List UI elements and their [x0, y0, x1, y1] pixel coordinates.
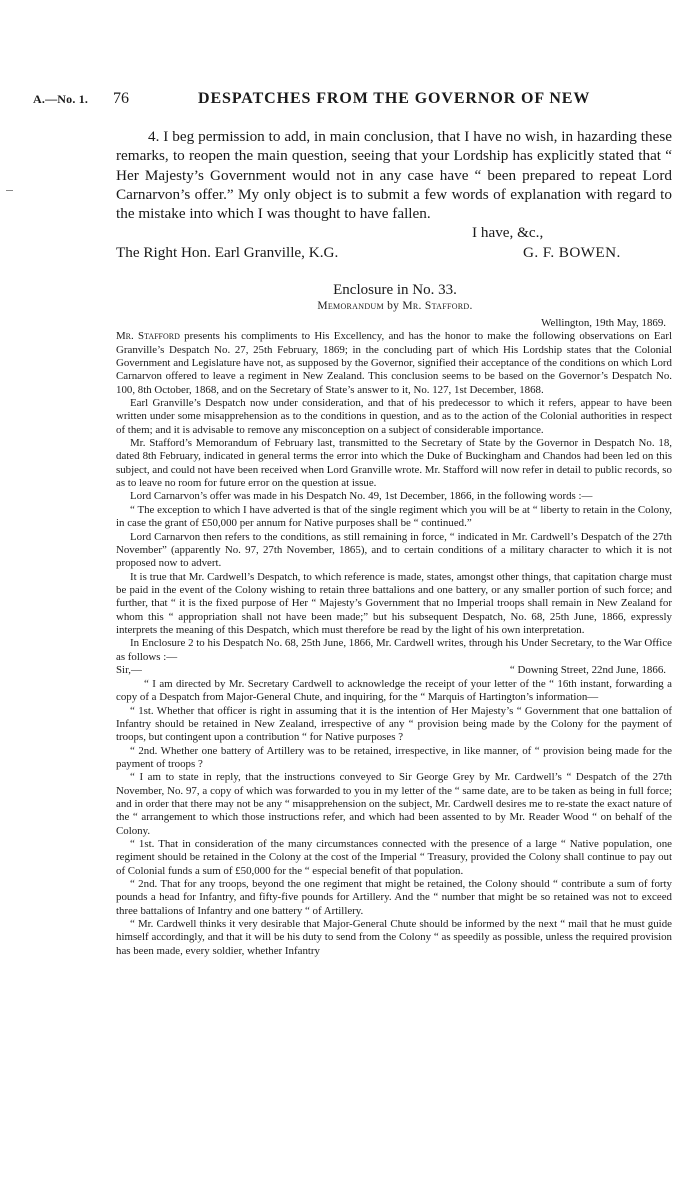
- signature-row: [116, 243, 672, 265]
- closing-formula: I have, &c.,: [472, 224, 544, 242]
- page-header: [33, 90, 673, 112]
- letter-paragraph-5: “ 1st. That in consideration of the many circumstances connected with the presence of a large “ Native population, one regiment should be retained in the Colony at the cost of the Imperial “ Treasury, provided the Colony shall continue to pay out of Colonial funds a sum of £50,000 for the “ especial benefit of that population.: [116, 838, 672, 877]
- enclosure-title: Enclosure in No. 33.: [333, 282, 457, 298]
- letter-salutation: Sir,—: [116, 663, 142, 676]
- despatch-paragraph: 4. I beg permission to add, in main conclusion, that I have no wish, in hazarding these remarks, to reopen the main question, seeing that your Lordship has explicitly stated that “ Her Majesty’s Government would not in any case have “ been prepared to repeat Lord Carnarvon’s offer.” My only object is to submit a few words of explanation with regard to the mistake into which I was thought to have fallen.: [116, 128, 672, 223]
- margin-mark: [6, 190, 13, 191]
- memo-paragraph-1-text: presents his compliments to His Excellency, and has the honor to make the following observations on Earl Granville’s Despatch No. 27, 25th February, 1869; in the concluding part of which His Lordship states that the Colonial Government and Legislature have not, as supposed by the Governor, signified their acceptance of the conditions on which Lord Carnarvon offered to leave a regiment in New Zealand. This conclusion seems to be based on the Governor’s Despatch No. 100, 8th October, 1868, and on the Secretary of State’s answer to it, No. 127, 1st December, 1868.: [116, 330, 672, 396]
- page-number: 76: [113, 90, 129, 107]
- paper-reference: A.—No. 1.: [33, 92, 89, 106]
- memorandum-title: [0, 300, 700, 312]
- signature: G. F. BOWEN.: [523, 244, 621, 262]
- memorandum-word: Memorandum: [317, 300, 384, 312]
- memo-paragraph-7: It is true that Mr. Cardwell’s Despatch, to which reference is made, states, amongst other things, that capitation charge must be paid in the event of the Colony wishing to retain three battalions and one battery, or any smaller portion of such force; and further, that “ it is the fixed purpose of Her “ Majesty’s Government that no Imperial troops shall remain in New Zealand for whom this “ appropriation shall not have been made;” but his subsequent Despatch, No. 68, 25th June, 1866, expressly interprets the meaning of this Despatch, which must therefore be read by the light of his own interpretation.: [116, 570, 672, 636]
- letter-paragraph-4: “ I am to state in reply, that the instructions conveyed to Sir George Grey by Mr. Cardwell’s “ Despatch of the 27th November, No. 97, a copy of which was forwarded to you in my letter of the “ same date, are to be taken as being in full force; and in order that there may not be any “ misapprehension on the subject, Mr. Cardwell desires me to re-state the exact nature of the “ arrangement to which those instructions refer, and which had been assented to by Mr. Reader Wood “ on behalf of the Colony.: [116, 771, 672, 837]
- place-date: Wellington, 19th May, 1869.: [541, 317, 666, 329]
- running-title: DESPATCHES FROM THE GOVERNOR OF NEW: [198, 90, 591, 107]
- letter-paragraph-3: “ 2nd. Whether one battery of Artillery was to be retained, irrespective, in like manner, of “ provision being made for the payment of troops ?: [116, 744, 672, 770]
- memo-paragraph-1: [116, 330, 672, 397]
- letter-paragraph-6: “ 2nd. That for any troops, beyond the one regiment that might be retained, the Colony should “ contribute a sum of forty pounds a head for Infantry, and fifty-five pounds for Artillery. And the “ number that might be so retained was not to exceed three battalions of Infantry and one battery “ of Artillery.: [116, 878, 672, 917]
- despatch-body: [116, 127, 672, 265]
- addressee: The Right Hon. Earl Granville, K.G.: [116, 244, 339, 262]
- letter-place-date: “ Downing Street, 22nd June, 1866.: [509, 663, 666, 676]
- memo-paragraph-4: Lord Carnarvon’s offer was made in his Despatch No. 49, 1st December, 1866, in the following words :—: [130, 490, 593, 503]
- memorandum-author: Mr. Stafford.: [402, 300, 473, 312]
- memo-quote-carnarvon: “ The exception to which I have adverted is that of the single regiment which you will be at “ liberty to retain in the Colony, in case the grant of £50,000 per annum for Native purposes shall be “ continued.”: [116, 503, 672, 530]
- memo-paragraph-8: In Enclosure 2 to his Despatch No. 68, 25th June, 1866, Mr. Cardwell writes, through his Under Secretary, to the War Office as follows :—: [116, 637, 672, 663]
- letter-paragraph-7: “ Mr. Cardwell thinks it very desirable that Major-General Chute should be informed by the next “ mail that he must guide himself accordingly, and that it will be his duty to send from the Colony “ as speedily as possible, unless the required provision has been made, every soldier, whether Infantry: [116, 918, 672, 957]
- memo-paragraph-6: Lord Carnarvon then refers to the conditions, as still remaining in force, “ indicated in Mr. Cardwell’s Despatch of the 27th November” (apparently No. 97, 27th November, 1865), and to certain conditions of a military character to which it is not proposed now to advert.: [116, 530, 672, 570]
- letter-paragraph-2: “ 1st. Whether that officer is right in assuming that it is the intention of Her Majesty’s “ Government that one battalion of Infantry should be retained in New Zealand, irrespective of any “ provision being made by the Colony for the payment of troops, but contingent upon a contribution “ for Native purposes ?: [116, 704, 672, 744]
- closing-row: [116, 223, 672, 243]
- memorandum-by: by: [387, 300, 400, 312]
- memo-paragraph-3: Mr. Stafford’s Memorandum of February last, transmitted to the Secretary of State by the Governor in Despatch No. 18, dated 8th February, indicated in general terms the error into which the Duke of Buckingham and Chandos had been led on this subject, and could not have been received when Lord Granville wrote. Mr. Stafford will now refer in detail to public records, so as to leave no room for future error on the question at issue.: [116, 437, 672, 490]
- memorandum-body: [116, 317, 672, 958]
- letter-paragraph-1: “ I am directed by Mr. Secretary Cardwell to acknowledge the receipt of your letter of the “ 16th instant, forwarding a copy of a Despatch from Major-General Chute, and inquiring, for the “ Marquis of Hartington’s information—: [116, 677, 672, 704]
- letter-salutation-row: [116, 664, 672, 678]
- memo-lead-name: Mr. Stafford: [116, 330, 180, 343]
- memo-paragraph-2: Earl Granville’s Despatch now under consideration, and that of his predecessor to which it refers, appear to have been written under some misapprehension as to the conditions in question, and as to the action of the Colonial authorities in respect of them; and it is advisable to remove any misconception on a subject of considerable importance.: [116, 397, 672, 436]
